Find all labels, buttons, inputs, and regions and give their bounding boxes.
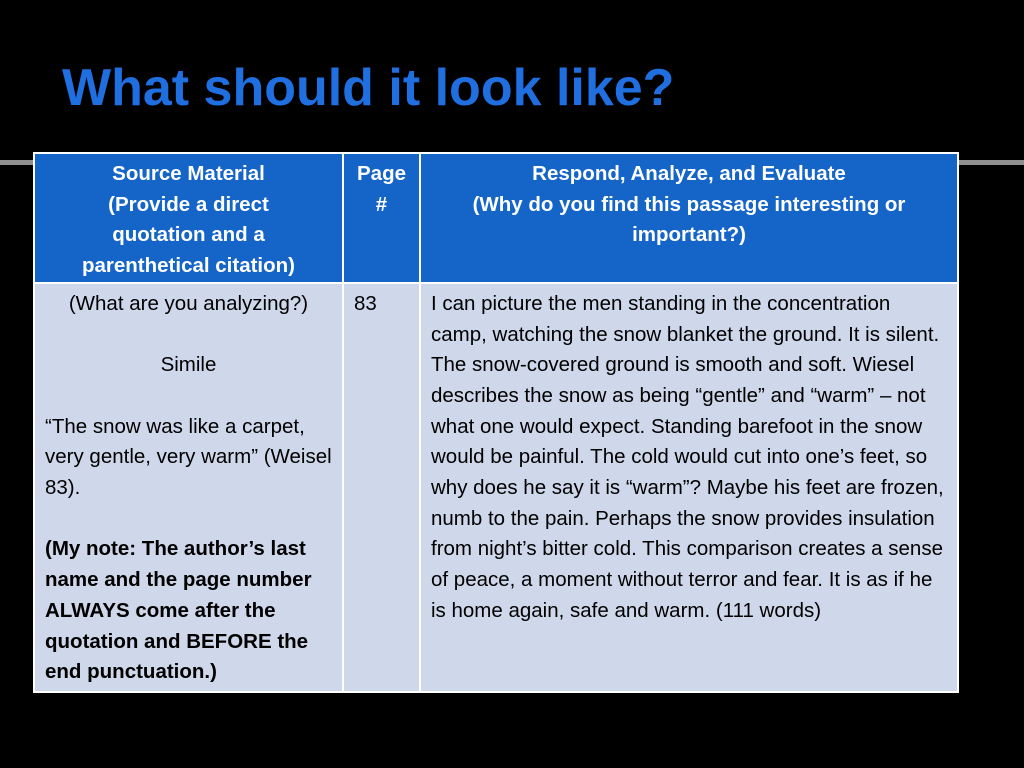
literary-device: Simile <box>160 353 217 377</box>
header-respond-analyze-evaluate <box>420 153 958 283</box>
header-source-material <box>34 153 343 283</box>
header-respond-line: Respond, Analyze, and Evaluate <box>532 162 846 185</box>
header-source-line: Source Material <box>112 162 265 185</box>
header-source-line: quotation and a <box>112 223 265 247</box>
header-respond-line: (Why do you find this passage interesting or important?) <box>472 192 906 247</box>
spacer <box>45 381 332 412</box>
cell-page-number: 83 <box>343 283 420 692</box>
divider-right <box>958 160 1024 165</box>
header-page-line: # <box>375 192 388 216</box>
notes-table <box>33 152 959 693</box>
quotation: “The snow was like a carpet, very gentle, very warm” (Weisel 83). <box>45 414 332 499</box>
table-row <box>34 283 958 692</box>
cell-response: I can picture the men standing in the concentration camp, watching the snow blanket the ground. It is silent. The snow-covered ground is smooth and soft. Wiesel describes the snow as being “gentle” and “warm” – not what one would expect. Standing barefoot in the snow would be painful. The cold would cut into one’s feet, so why does he say it is “warm”? Maybe his feet are frozen, numb to the pain. Perhaps the snow provides insulation from night’s bitter cold. This comparison creates a sense of peace, a moment without terror and fear. It is as if he is home again, safe and warm. (111 words) <box>420 283 958 692</box>
spacer <box>45 504 332 535</box>
source-prompt: (What are you analyzing?) <box>68 291 309 315</box>
header-source-line: (Provide a direct <box>108 192 269 216</box>
citation-note: (My note: The author’s last name and the page number ALWAYS come after the quotation and BEFORE the end punctuation.) <box>45 537 312 684</box>
header-page-line: Page <box>357 162 406 185</box>
cell-source-material <box>34 283 343 692</box>
header-row <box>34 153 958 283</box>
slide-title: What should it look like? <box>62 59 675 117</box>
header-source-line: parenthetical citation) <box>81 254 295 278</box>
header-page-number <box>343 153 420 283</box>
spacer <box>45 320 332 351</box>
divider-left <box>0 160 34 165</box>
